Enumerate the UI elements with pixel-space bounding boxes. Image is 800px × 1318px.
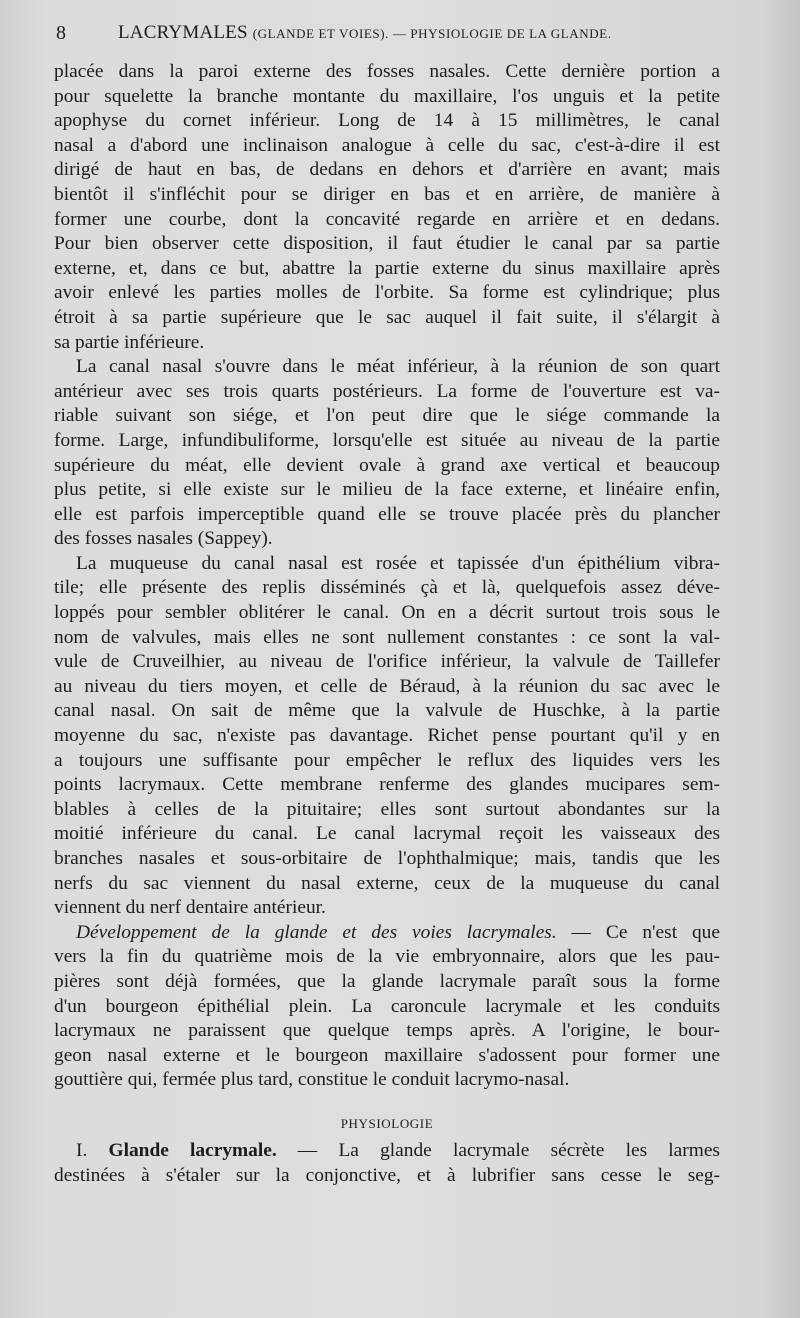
development-first-line — [54, 921, 720, 946]
text-line: loppés pour sembler oblitérer le canal. On en a décrit surtout trois sous le — [54, 602, 720, 624]
text-line: La canal nasal s'ouvre dans le méat inférieur, à la réunion de son quart — [76, 356, 720, 378]
text-line: moitié inférieure du canal. Le canal lacrymal reçoit les vaisseaux des — [54, 823, 720, 845]
section-one-title: Glande lacrymale. — [108, 1139, 277, 1161]
text-line: lacrymaux ne paraissent que quelque temps après. A l'origine, le bour- — [54, 1020, 720, 1042]
text-line: nom de valvules, mais elles ne sont nullement constantes : ce sont la val- — [54, 626, 720, 648]
text-line: bientôt il s'infléchit pour se diriger en bas et en arrière, de manière à — [54, 183, 720, 205]
text-line: pour squelette la branche montante du maxillaire, l'os unguis et la petite — [54, 85, 720, 107]
section-one-first-line — [54, 1139, 720, 1164]
text-line: branches nasales et sous-orbitaire de l'ophthalmique; mais, tandis que les — [54, 848, 720, 869]
page-number: 8 — [56, 22, 66, 44]
text-line: apophyse du cornet inférieur. Long de 14 à 15 millimètres, le canal — [54, 110, 720, 132]
development-title: Développement de la glande et des voies lacrymales. — [76, 921, 557, 943]
running-title — [118, 22, 612, 44]
text-line: d'un bourgeon épithélial plein. La caroncule lacrymale et les conduits — [54, 995, 720, 1017]
section-one-first-line-rest: — La glande lacrymale sécrète les larmes — [297, 1139, 720, 1161]
text-line: placée dans la paroi externe des fosses nasales. Cette dernière portion a — [54, 61, 720, 82]
body-text — [54, 60, 720, 1188]
text-line: blables à celles de la pituitaire; elles sont surtout abondantes sur la — [54, 798, 720, 820]
text-line: destinées à s'étaler sur la conjonctive, et à lubrifier sans cesse le seg- — [54, 1164, 720, 1186]
development-first-line-rest: — Ce n'est que — [571, 921, 720, 943]
page-header — [56, 22, 738, 48]
running-title-subtitle: (GLANDE ET VOIES). — PHYSIOLOGIE DE LA GLANDE. — [252, 26, 612, 41]
text-line: supérieure du méat, elle devient ovale à grand axe vertical et beaucoup — [54, 454, 720, 476]
text-line: tile; elle présente des replis disséminés çà et là, quelquefois assez déve- — [54, 577, 720, 599]
text-line: pières sont déjà formées, que la glande lacrymale paraît sous la forme — [54, 970, 720, 992]
text-line: plus petite, si elle existe sur le milieu de la face externe, et linéaire enfin, — [54, 479, 720, 501]
text-line: canal nasal. On sait de même que la valvule de Huschke, à la partie — [54, 700, 720, 722]
section-one-number: I. — [76, 1139, 88, 1161]
text-line: nerfs du sac viennent du nasal externe, ceux de la muqueuse du canal — [54, 872, 720, 894]
text-line: étroit à sa partie supérieure que le sac auquel il fait suite, il s'élargit à — [54, 306, 720, 328]
text-line: geon nasal externe et le bourgeon maxillaire s'adossent pour former une — [54, 1044, 720, 1066]
text-line: nasal a d'abord une inclinaison analogue à celle du sac, c'est-à-dire il est — [54, 134, 720, 156]
running-title-main: LACRYMALES — [118, 22, 248, 43]
text-line: sa partie inférieure. — [54, 331, 205, 353]
text-line: externe, et, dans ce but, abattre la partie externe du sinus maxillaire après — [54, 257, 720, 279]
text-line: vers la fin du quatrième mois de la vie embryonnaire, alors que les pau- — [54, 946, 720, 968]
text-line: forme. Large, infundibuliforme, lorsqu'elle est située au niveau de la partie — [54, 429, 720, 451]
text-line: au niveau du tiers moyen, et celle de Béraud, à la réunion du sac avec le — [54, 675, 720, 697]
text-line: La muqueuse du canal nasal est rosée et tapissée d'un épithélium vibra- — [76, 552, 720, 574]
text-line: avoir enlevé les parties molles de l'orbite. Sa forme est cylindrique; plus — [54, 282, 720, 304]
text-line: former une courbe, dont la concavité regarde en arrière et en dedans. — [54, 208, 720, 230]
text-line: riable suivant son siége, et l'on peut dire que le siége commande la — [54, 405, 720, 427]
text-line: antérieur avec ses trois quarts postérieurs. La forme de l'ouverture est va- — [54, 380, 720, 402]
text-line: gouttière qui, fermée plus tard, constitue le conduit lacrymo-nasal. — [54, 1069, 570, 1091]
text-line: elle est parfois imperceptible quand elle se trouve placée près du plancher — [54, 503, 720, 525]
text-line: dirigé de haut en bas, de dedans en dehors et d'arrière en avant; mais — [54, 159, 720, 181]
text-line: Pour bien observer cette disposition, il faut étudier le canal par sa partie — [54, 233, 720, 255]
section-heading: PHYSIOLOGIE — [340, 1115, 434, 1131]
text-line: moyenne du sac, n'existe pas davantage. Richet pense pourtant qu'il y en — [54, 725, 720, 747]
text-line: viennent du nerf dentaire antérieur. — [54, 897, 326, 919]
text-line: a toujours une suffisante pour empêcher le reflux des liquides vers les — [54, 749, 720, 771]
text-line: des fosses nasales (Sappey). — [54, 528, 273, 550]
text-line: points lacrymaux. Cette membrane renferme des glandes mucipares sem- — [54, 774, 720, 796]
text-line: vule de Cruveilhier, au niveau de l'orifice inférieur, la valvule de Taillefer — [54, 651, 720, 673]
